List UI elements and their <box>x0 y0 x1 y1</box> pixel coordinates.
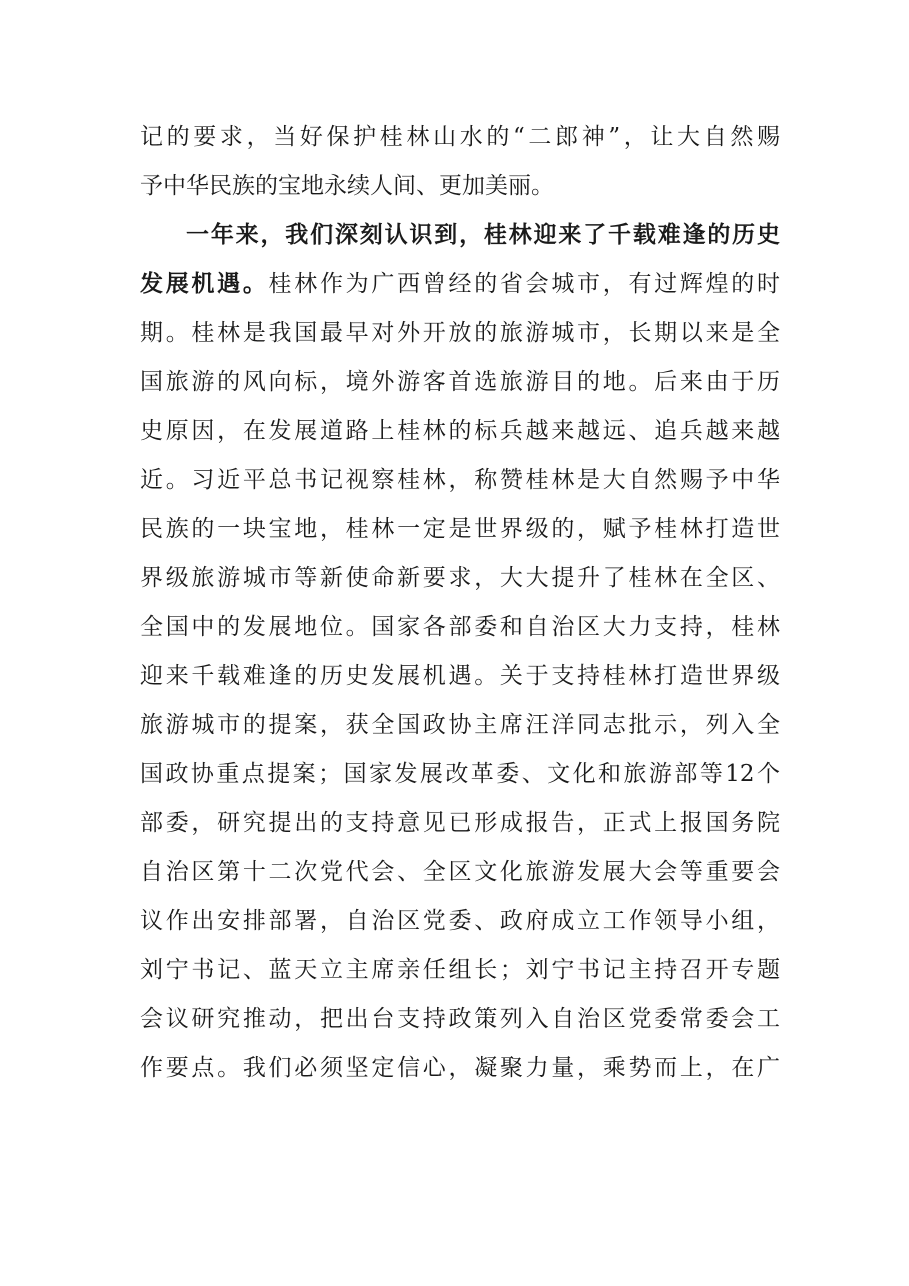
text-line: 民族的一块宝地，桂林一定是世界级的，赋予桂林打造世 <box>140 516 780 542</box>
text-line: 界级旅游城市等新使命新要求，大大提升了桂林在全区、 <box>140 565 780 591</box>
text-line: 刘宁书记、蓝天立主席亲任组长；刘宁书记主持召开专题 <box>140 957 780 983</box>
text-line: 部委，研究提出的支持意见已形成报告，正式上报国务院 <box>140 810 780 836</box>
text-line: 作要点。我们必须坚定信心，凝聚力量，乘势而上，在广 <box>140 1055 780 1081</box>
text-line: 期。桂林是我国最早对外开放的旅游城市，长期以来是全 <box>140 320 780 346</box>
text-line: 记的要求，当好保护桂林山水的“二郎神”，让大自然赐 <box>140 124 780 150</box>
paragraph-2 <box>140 222 780 1081</box>
bold-lead-sentence: 一年来，我们深刻认识到，桂林迎来了千载难逢的历史 <box>186 222 780 248</box>
text-line: 会议研究推动，把出台支持政策列入自治区党委常委会工 <box>140 1006 780 1032</box>
text-line: 国政协重点提案；国家发展改革委、文化和旅游部等12个 <box>140 761 780 787</box>
text-line: 予中华民族的宝地永续人间、更加美丽。 <box>140 173 554 199</box>
text-line: 全国中的发展地位。国家各部委和自治区大力支持，桂林 <box>140 614 780 640</box>
text-line: 迎来千载难逢的历史发展机遇。关于支持桂林打造世界级 <box>140 663 780 689</box>
text-line: 国旅游的风向标，境外游客首选旅游目的地。后来由于历 <box>140 369 780 395</box>
text-line: 议作出安排部署，自治区党委、政府成立工作领导小组， <box>140 908 780 934</box>
text-line: 近。习近平总书记视察桂林，称赞桂林是大自然赐予中华 <box>140 467 780 493</box>
paragraph-1 <box>140 124 780 199</box>
text-line: 史原因，在发展道路上桂林的标兵越来越远、追兵越来越 <box>140 418 780 444</box>
bold-lead-sentence-end: 发展机遇。 <box>140 271 269 297</box>
text-line: 自治区第十二次党代会、全区文化旅游发展大会等重要会 <box>140 859 780 885</box>
text-line <box>140 271 780 297</box>
document-body <box>140 124 780 1104</box>
text-line-rest: 桂林作为广西曾经的省会城市，有过辉煌的时 <box>268 271 781 297</box>
text-line: 旅游城市的提案，获全国政协主席汪洋同志批示，列入全 <box>140 712 780 738</box>
